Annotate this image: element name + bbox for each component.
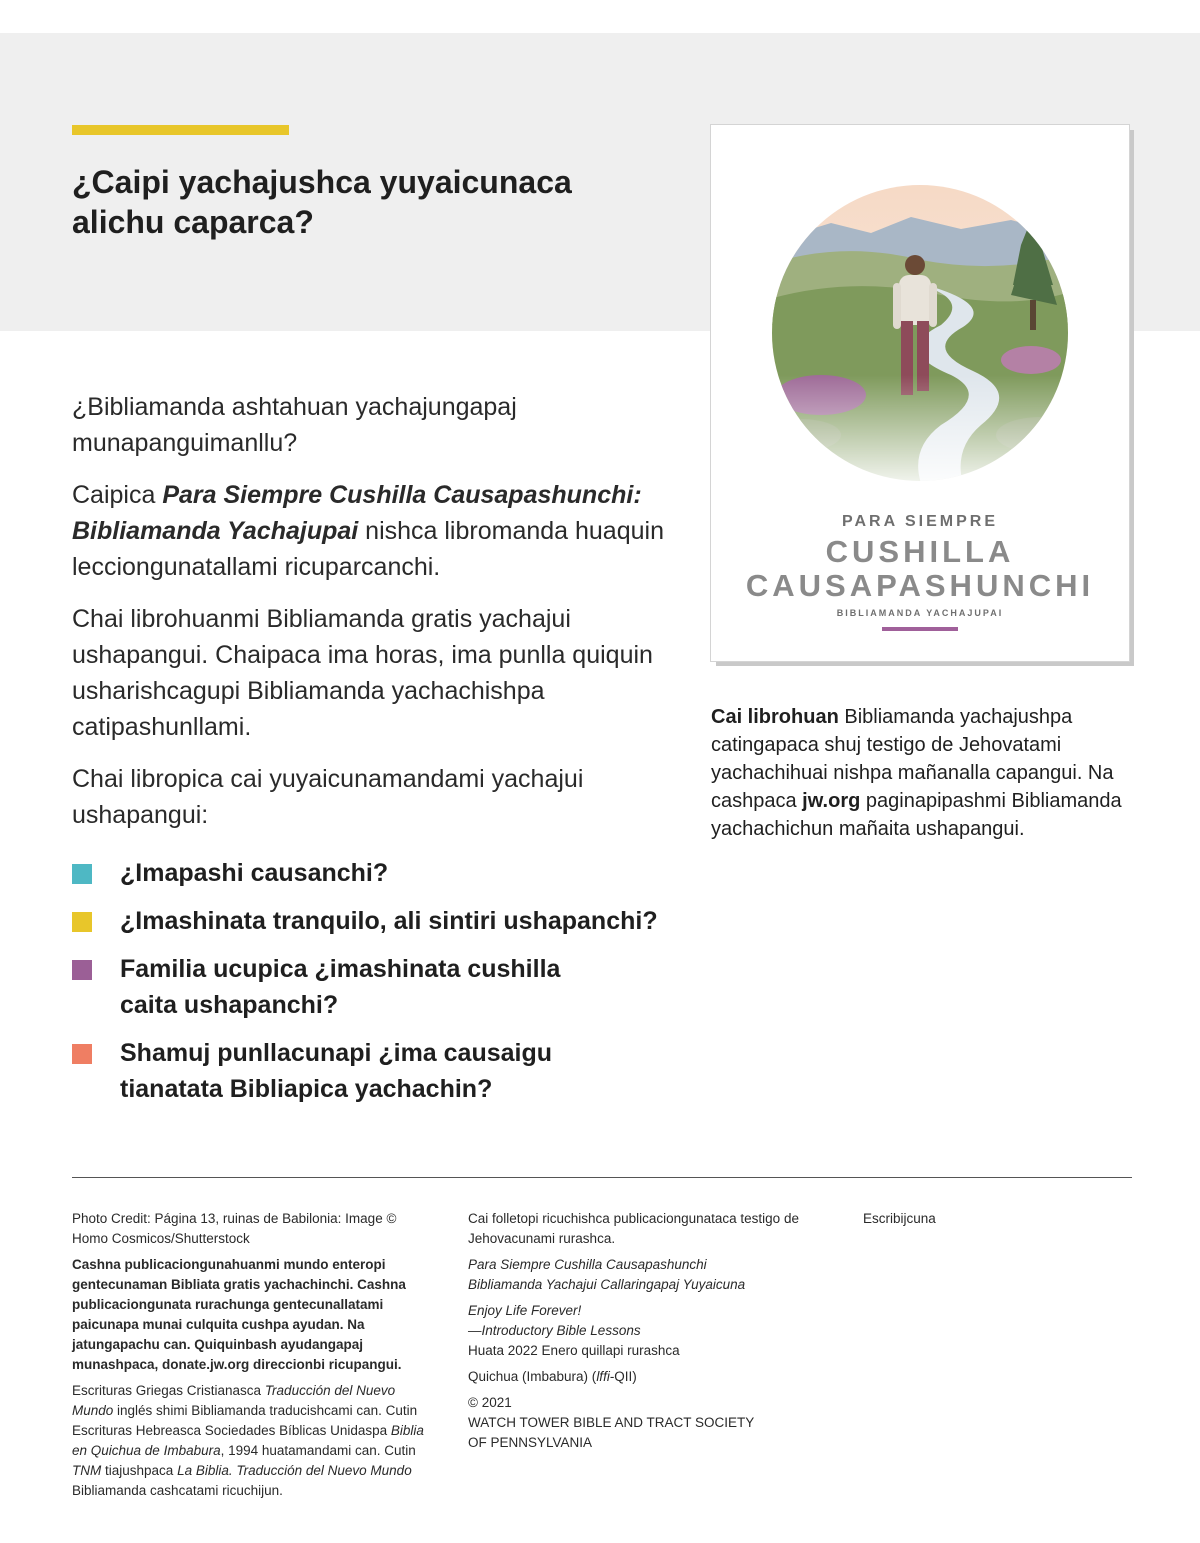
book-subtitle: BIBLIAMANDA YACHAJUPAI: [836, 608, 1004, 618]
donation-note: Cashna publicaciongunahuanmi mundo enteropi gentecunaman Bibliata gratis yachachinchi. Cashna publicaciongunata rurachunga gentecunallatami paicunapa munai culquita cushpa ayudan. Na jatungapachu can. Quiquinbash ayudangapaj munashpaca, donate.jw.org direccionbi ricupangui.: [72, 1257, 406, 1372]
square-bullet-icon: [72, 912, 92, 932]
footer-divider: [72, 1177, 1132, 1178]
jw-org-link[interactable]: jw.org: [802, 790, 861, 812]
english-title: Enjoy Life Forever! —Introductory Bible Lessons: [468, 1303, 641, 1338]
list-item: Familia ucupica ¿imashinata cushilla caita ushapanchi?: [72, 951, 692, 1023]
square-bullet-icon: [72, 864, 92, 884]
book-accent-line: [882, 627, 958, 631]
topics-intro: Chai libropica cai yuyaicunamandami yachajui ushapangui:: [72, 765, 584, 829]
scriptures-label: Escribijcuna: [863, 1211, 936, 1226]
publisher-intro: Cai folletopi ricuchishca publicaciongunataca testigo de Jehovacunami rurashca.: [468, 1211, 799, 1246]
footer-col-scriptures: [863, 1209, 1113, 1235]
page-title-line1: ¿Caipi yachajushca yuyaicunaca: [72, 164, 572, 200]
book-cover: [710, 124, 1130, 662]
list-item: ¿Imashinata tranquilo, ali sintiri ushapanchi?: [72, 903, 692, 939]
photo-credit: Photo Credit: Página 13, ruinas de Babilonia: Image © Homo Cosmicos/Shutterstock: [72, 1211, 397, 1246]
language-code: Quichua (Imbabura) (lffi-QII): [468, 1369, 637, 1384]
scripture-note: Escrituras Griegas Cristianasca Traducción del Nuevo Mundo inglés shimi Bibliamanda traducishcami can. Cutin Escrituras Hebreasca Sociedades Bíblicas Unidaspa Biblia en Quichua de Imbabura, 1994 huatamandami can. Cutin TNM tiajushpaca La Biblia. Traducción del Nuevo Mundo Bibliamanda cashcatami ricuchijun.: [72, 1383, 424, 1498]
main-text: [72, 389, 692, 849]
accent-bar: [72, 125, 289, 135]
copyright: © 2021 WATCH TOWER BIBLE AND TRACT SOCIETY OF PENNSYLVANIA: [468, 1395, 755, 1450]
book-title: CUSHILLA CAUSAPASHUNCHI: [745, 534, 1095, 603]
topic-list: [72, 855, 692, 1119]
book-caption: Cai librohuan Bibliamanda yachajushpa catingapaca shuj testigo de Jehovatami yachachihuai nishpa mañanalla capangui. Na cashpaca jw.org paginapipashmi Bibliamanda yachachichun mañaita ushapangui.: [711, 706, 1122, 840]
footer-col-credits: [72, 1209, 432, 1507]
free-study-paragraph: Chai librohuanmi Bibliamanda gratis yachajui ushapangui. Chaipaca ima horas, ima punlla quiquin usharishcagupi Bibliamanda yachachishpa catipashunllami.: [72, 605, 653, 741]
square-bullet-icon: [72, 1044, 92, 1064]
list-item: ¿Imapashi causanchi?: [72, 855, 692, 891]
page-title: [72, 162, 632, 242]
list-item: Shamuj punllacunapi ¿ima causaigu tianatata Bibliapica yachachin?: [72, 1035, 692, 1107]
book-paragraph: Caipica Para Siempre Cushilla Causapashunchi: Bibliamanda Yachajupai nishca libromanda huaquin lecciongunatallami ricuparcanchi.: [72, 481, 664, 581]
book-title-ref: Para Siempre Cushilla Causapashunchi: Bibliamanda Yachajupai: [72, 481, 642, 545]
square-bullet-icon: [72, 960, 92, 980]
intro-question: ¿Bibliamanda ashtahuan yachajungapaj munapanguimanllu?: [72, 393, 517, 457]
print-date: Huata 2022 Enero quillapi rurashca: [468, 1343, 680, 1358]
book-pre-title: PARA SIEMPRE: [841, 513, 998, 530]
page-title-line2: alichu caparca?: [72, 204, 314, 240]
publication-title: Para Siempre Cushilla Causapashunchi Bibliamanda Yachajui Callaringapaj Yuyaicuna: [468, 1257, 746, 1292]
footer-col-publication: [468, 1209, 828, 1453]
